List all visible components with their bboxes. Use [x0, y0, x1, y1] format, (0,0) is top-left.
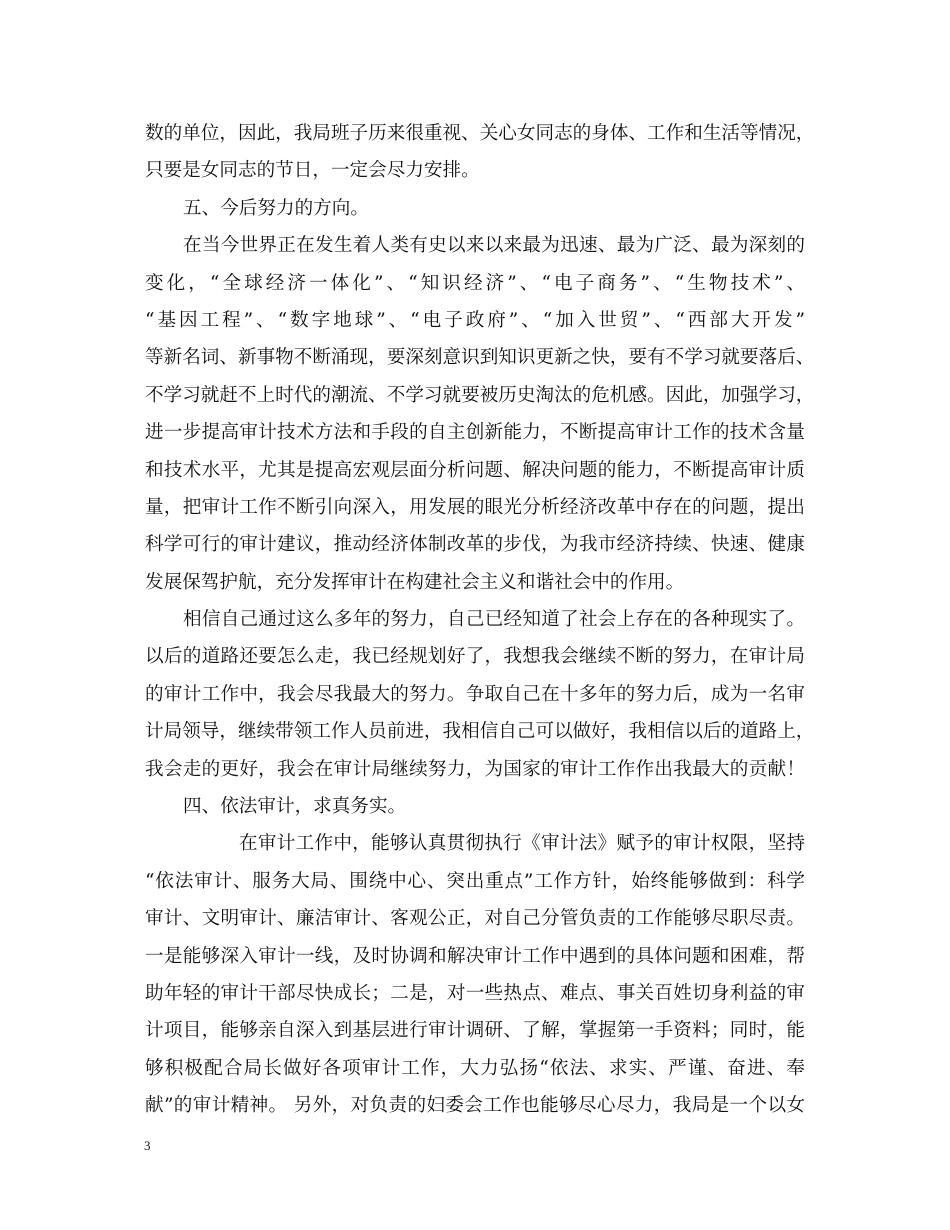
text-line: 计项目，能够亲自深入到基层进行审计调研、了解，掌握第一手资料；同时，能 — [145, 1020, 805, 1042]
text-line: 量，把审计工作不断引向深入，用发展的眼光分析经济改革中存在的问题，提出 — [145, 496, 805, 518]
text-line: 等新名词、新事物不断涌现，要深刻意识到知识更新之快，要有不学习就要落后、 — [145, 347, 815, 369]
text-line: 的审计工作中，我会尽我最大的努力。争取自己在十多年的努力后，成为一名审 — [145, 683, 805, 705]
text-line: 数的单位，因此，我局班子历来很重视、关心女同志的身体、工作和生活等情况， — [145, 123, 815, 144]
text-line: 发展保驾护航，充分发挥审计在构建社会主义和谐社会中的作用。 — [145, 571, 685, 593]
text-line: 以后的道路还要怎么走，我已经规划好了，我想我会继续不断的努力，在审计局 — [145, 646, 805, 668]
text-line: 只要是女同志的节日，一定会尽力安排。 — [145, 160, 480, 182]
text-line: 够积极配合局长做好各项审计工作，大力弘扬“依法、求实、严谨、奋进、奉 — [145, 1057, 805, 1079]
text-line: 相信自己通过这么多年的努力，自己已经知道了社会上存在的各种现实了。 — [183, 609, 805, 631]
text-line: 在审计工作中，能够认真贯彻执行《审计法》赋予的审计权限，坚持 — [239, 833, 805, 855]
text-line: “依法审计、服务大局、围绕中心、突出重点”工作方针，始终能够做到：科学 — [145, 870, 805, 892]
text-line: 和技术水平，尤其是提高宏观层面分析问题、解决问题的能力，不断提高审计质 — [145, 459, 805, 481]
section-heading: 四、依法审计，求真务实。 — [183, 796, 407, 818]
text-line: 变化，“全球经济一体化”、“知识经济”、“电子商务”、“生物技术”、 — [145, 272, 805, 294]
text-line: 不学习就赶不上时代的潮流、不学习就要被历史淘汰的危机感。因此，加强学习， — [145, 384, 815, 406]
text-line: 进一步提高审计技术方法和手段的自主创新能力，不断提高审计工作的技术含量 — [145, 422, 805, 444]
section-heading: 五、今后努力的方向。 — [183, 197, 369, 219]
text-line: 审计、文明审计、廉洁审计、客观公正，对自己分管负责的工作能够尽职尽责。 — [145, 908, 805, 930]
text-line: 助年轻的审计干部尽快成长；二是，对一些热点、难点、事关百姓切身利益的审 — [145, 982, 805, 1004]
text-line: “基因工程”、“数字地球”、“电子政府”、“加入世贸”、“西部大开发” — [145, 309, 805, 331]
text-line: 献”的审计精神。 另外，对负责的妇委会工作也能够尽心尽力，我局是一个以女 — [145, 1095, 805, 1117]
text-line: 计局领导，继续带领工作人员前进，我相信自己可以做好，我相信以后的道路上， — [145, 721, 815, 743]
text-line: 科学可行的审计建议，推动经济体制改革的步伐，为我市经济持续、快速、健康 — [145, 534, 805, 556]
text-line: 我会走的更好，我会在审计局继续努力，为国家的审计工作作出我最大的贡献！ — [145, 758, 805, 780]
page-number: 3 — [144, 1138, 151, 1153]
text-line: 在当今世界正在发生着人类有史以来以来最为迅速、最为广泛、最为深刻的 — [183, 235, 805, 257]
document-body — [145, 115, 815, 1125]
text-line: 一是能够深入审计一线，及时协调和解决审计工作中遇到的具体问题和困难，帮 — [145, 945, 805, 967]
